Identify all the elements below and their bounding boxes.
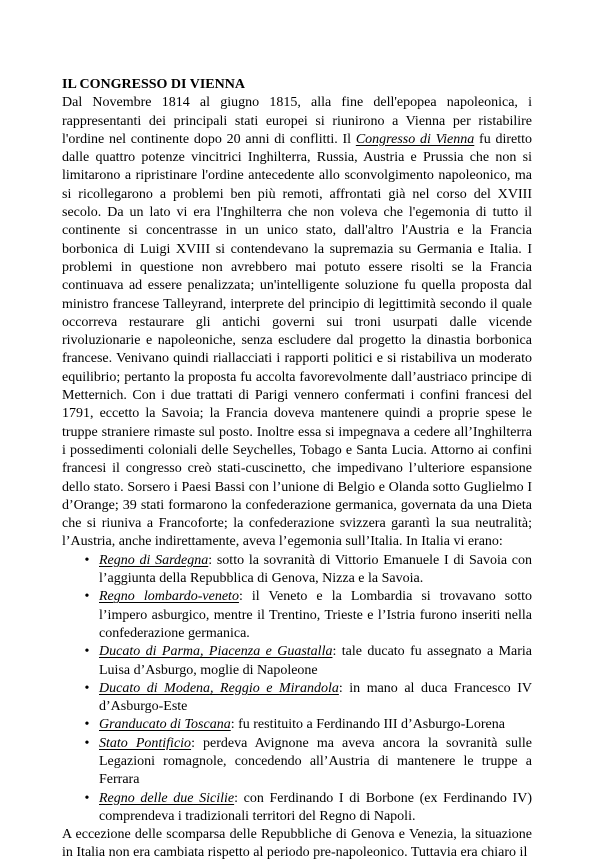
state-link[interactable]: Ducato di Modena, Reggio e Mirandola	[99, 680, 339, 696]
state-description: : con Ferdinando I di Borbone (ex Ferdinando IV) comprendeva i tradizionali territori del Regno di Napoli.	[99, 790, 532, 824]
state-description: : in mano al duca Francesco IV d’Asburgo-Este	[99, 680, 532, 715]
state-link[interactable]: Stato Pontificio	[99, 735, 192, 751]
intro-paragraph	[62, 94, 532, 551]
intro-text-rest: fu diretto dalle quattro potenze vincitrici Inghilterra, Russia, Austria e Prussia che non si limitarono a ripristinare l'ordine antecedente allo sconvolgimento napoleonico, ma si ricollegarono a problemi ben più remoti, affrontati già nel corso del XVIII secolo. Da un lato vi era l'Inghilterra che non voleva che l'egemonia di tutto il continente si concentrasse in un unico stato, dall'altro l'Austria e la Francia borbonica di Luigi XVIII si contendevano la supremazia su Germania e Italia. I problemi in questione non avrebbero mai potuto essere risolti se la Francia continuava ad essere penalizzata; un'intelligente soluzione fu quella proposta dal ministro francese Talleyrand, interprete del principio di legittimità secondo il quale occorreva restaurare gli antichi governi sui troni usurpati dalle vicende rivoluzionarie e napoleoniche, senza escludere dal progetto la dinastia borbonica francese. Venivano quindi riallacciati i rapporti politici e si ristabiliva un moderato equilibrio; pertanto la proposta fu accolta favorevolmente dall’austriaco principe di Metternich. Con i due trattati di Parigi vennero confermati i confini francesi del 1791, eccetto la Savoia; la Francia doveva mantenere quindi a proprie spese le truppe straniere rimaste sul posto. Inoltre essa si impegnava a cedere all’Inghilterra i possedimenti coloniali delle Seychelles, Tobago e Santa Lucia. Attorno ai confini francesi il congresso creò stati-cuscinetto, che impedivano l’ulteriore espansione dello stato. Sorsero i Paesi Bassi con l’unione di Belgio e Olanda sotto Guglielmo I d’Orange; 39 stati formarono la confederazione germanica, governata da una Dieta che si riuniva a Francoforte; la confederazione svizzera garantì la sua neutralità; l’Austria, anche indirettamente, aveva l’egemonia sull’Italia. In Italia vi erano:	[62, 131, 532, 550]
state-link[interactable]: Ducato di Parma, Piacenza e Guastalla	[99, 644, 333, 660]
closing-paragraph: A eccezione delle scomparsa delle Repubbliche di Genova e Venezia, la situazione in Italia non era cambiata rispetto al periodo pre-napoleonico. Tuttavia era chiaro il	[62, 827, 532, 861]
document-body	[62, 76, 532, 863]
state-description: : il Veneto e la Lombardia si trovavano sotto l’impero asburgico, mentre il Trentino, Trieste e l’Istria furono inseriti nella confederazione germanica.	[99, 589, 533, 641]
state-link[interactable]: Regno lombardo-veneto	[99, 589, 239, 605]
list-item	[84, 643, 532, 680]
state-link[interactable]: Regno delle due Sicilie	[99, 790, 235, 806]
state-description: : tale ducato fu assegnato a Maria Luisa d’Asburgo, moglie di Napoleone	[99, 644, 532, 678]
state-description: : perdeva Avignone ma aveva ancora la sovranità sulle Legazioni romagnole, concedendo all’Austria di mantenere le truppe a Ferrara	[99, 735, 532, 788]
bullet-icon: •	[84, 790, 90, 806]
state-link[interactable]: Regno di Sardegna	[99, 552, 209, 568]
list-item	[84, 680, 532, 717]
congress-link[interactable]: Congresso di Vienna	[355, 131, 475, 147]
bullet-icon: •	[84, 644, 90, 660]
list-item	[84, 552, 532, 589]
document-title: IL CONGRESSO DI VIENNA	[62, 77, 245, 92]
list-item	[84, 790, 532, 827]
italian-states-list	[62, 552, 532, 826]
bullet-icon: •	[84, 680, 90, 696]
list-item	[84, 588, 533, 643]
list-item	[84, 716, 532, 734]
list-item	[84, 735, 532, 790]
bullet-icon: •	[84, 552, 90, 568]
state-description: : fu restituito a Ferdinando III d’Asburgo-Lorena	[230, 717, 505, 733]
bullet-icon: •	[84, 589, 90, 605]
intro-text-start: Dal Novembre 1814 al giugno 1815, alla fine dell'epopea napoleonica, i rappresentanti dei principali stati europei si riunirono a Vienna per ristabilire l'ordine nel continente dopo 20 anni di conflitti. Il	[62, 95, 532, 147]
bullet-icon: •	[84, 735, 90, 751]
bullet-icon: •	[84, 717, 90, 733]
state-link[interactable]: Granducato di Toscana	[99, 717, 231, 733]
state-description: : sotto la sovranità di Vittorio Emanuele I di Savoia con l’aggiunta della Repubblica di Genova, Nizza e la Savoia.	[99, 552, 532, 587]
